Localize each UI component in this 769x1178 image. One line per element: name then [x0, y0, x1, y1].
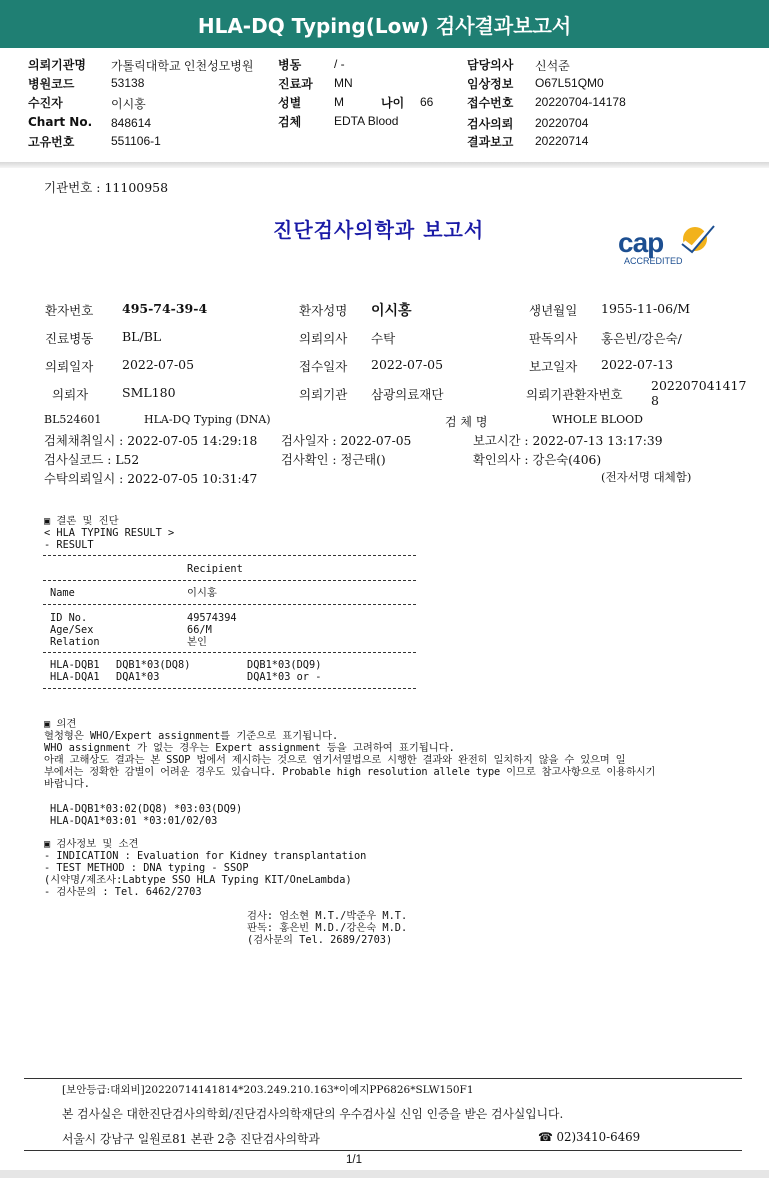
label-receipt: 접수번호: [467, 96, 514, 110]
divider: [43, 555, 416, 556]
value-result-date: 20220714: [535, 134, 589, 148]
sign-tester: 검사: 엄소현 M.T./박준우 M.T.: [247, 910, 408, 922]
opinion-line: 혈청형은 WHO/Expert assignment를 기준으로 표기됩니다.: [44, 730, 339, 742]
cap-accredited-logo: [612, 222, 722, 272]
label-patient-name: 환자성명: [299, 303, 348, 318]
footer-divider: [24, 1078, 742, 1079]
value-unique-no: 551106-1: [111, 134, 161, 148]
dqa1-allele-a: DQA1*03: [116, 671, 160, 683]
value-receipt: 20220704-14178: [535, 95, 626, 109]
age-value: 66/M: [187, 624, 212, 636]
dqa1-allele-b: DQA1*03 or -: [247, 671, 322, 683]
relation-label: Relation: [50, 636, 100, 648]
sign-contact: (검사문의 Tel. 2689/2703): [247, 934, 393, 946]
label-requester: 의뢰자: [52, 387, 89, 402]
info-contact: - 검사문의 : Tel. 6462/2703: [44, 886, 202, 898]
value-inst-patient-no: 202207041417: [651, 378, 747, 393]
value-hospital-code: 53138: [111, 76, 145, 90]
value-ward: / -: [334, 57, 345, 71]
divider: [43, 688, 416, 689]
page-bottom-edge: [0, 1170, 769, 1178]
value-chart: 848614: [111, 116, 152, 130]
recipient-header: Recipient: [187, 563, 243, 575]
label-result-date: 결과보고: [467, 135, 514, 149]
label-req-doctor: 의뢰의사: [299, 331, 348, 346]
opinion-line: 아래 고해상도 결과는 본 SSOP 법에서 제시하는 것으로 염기서열법으로 시행한 결과와 완전히 일치하지 않을 수 있으며 일: [44, 754, 626, 766]
value-ward2: BL/BL: [122, 329, 162, 344]
label-recv-date: 접수일자: [299, 359, 348, 374]
name-label: Name: [50, 587, 75, 599]
label-patient: 수진자: [28, 96, 63, 110]
value-specimen: EDTA Blood: [334, 114, 399, 128]
report-header: [0, 0, 769, 48]
opinion-heading: ▣ 의견: [44, 718, 77, 730]
collection-datetime: 검체채취일시 : 2022-07-05 14:29:18: [44, 434, 258, 448]
value-patient-name: 이시홍: [371, 303, 412, 319]
label-doctor: 담당의사: [467, 58, 514, 72]
label-inst-patient-no: 의뢰기관환자번호: [526, 387, 623, 402]
relation-value: 본인: [187, 636, 207, 648]
cap-wordmark: cap: [618, 227, 664, 258]
divider: [43, 604, 416, 605]
label-chart: Chart No.: [28, 115, 93, 129]
address: 서울시 강남구 일원로81 본관 2층 진단검사의학과: [62, 1132, 320, 1146]
label-specimen: 검체: [278, 115, 302, 129]
label-req-date: 의뢰일자: [45, 359, 94, 374]
label-dept: 진료과: [278, 77, 313, 91]
info-method: - TEST METHOD : DNA typing - SSOP: [44, 862, 249, 874]
value-reader: 홍은빈/강은숙/: [601, 331, 682, 346]
value-patient-no: 495-74-39-4: [122, 301, 208, 316]
result-sub2: - RESULT: [44, 539, 94, 551]
lab-code: 검사실코드 : L52: [44, 453, 140, 467]
report-time: 보고시간 : 2022-07-13 13:17:39: [473, 434, 663, 448]
id-label: ID No.: [50, 612, 88, 624]
value-req-inst: 삼광의료재단: [371, 387, 444, 402]
test-date: 검사일자 : 2022-07-05: [281, 434, 412, 448]
value-age: 66: [420, 95, 434, 109]
result-heading: ▣ 결론 및 진단: [44, 515, 119, 527]
divider: [43, 580, 416, 581]
age-label: Age/Sex: [50, 624, 94, 636]
certification-text: 본 검사실은 대한진단검사의학회/진단검사의학재단의 우수검사실 신임 인증을 받은 검사실입니다.: [62, 1107, 564, 1121]
security-line: [보안등급:대외비]20220714141814*203.249.210.163*이예지PP6826*SLW150F1: [62, 1084, 474, 1096]
id-value: 49574394: [187, 612, 237, 624]
test-name: HLA-DQ Typing (DNA): [144, 413, 271, 426]
label-age: 나이: [381, 96, 405, 110]
value-report-date: 2022-07-13: [601, 357, 674, 372]
label-request: 검사의뢰: [467, 117, 514, 131]
confirm-doctor: 확인의사 : 강은숙(406): [473, 453, 602, 467]
dqb1-allele-b: DQB1*03(DQ9): [247, 659, 322, 671]
cap-accredited-text: ACCREDITED: [624, 256, 683, 266]
divider: [43, 652, 416, 653]
value-req-doctor: 수탁: [371, 331, 396, 346]
value-sex: M: [334, 95, 344, 109]
dqb1-allele-a: DQB1*03(DQ8): [116, 659, 191, 671]
info-heading: ▣ 검사정보 및 소견: [44, 838, 139, 850]
institution-number: 기관번호 : 11100958: [44, 180, 169, 195]
label-birth: 생년월일: [529, 303, 578, 318]
page-number: 1/1: [346, 1154, 362, 1166]
label-ward: 병동: [278, 58, 302, 72]
label-clinical: 임상정보: [467, 77, 514, 91]
label-hospital-code: 병원코드: [28, 77, 75, 91]
consign-datetime: 수탁의뢰일시 : 2022-07-05 10:31:47: [44, 472, 258, 486]
test-confirm: 검사확인 : 정근태(): [281, 453, 386, 467]
label-sex: 성별: [278, 96, 302, 110]
label-ward2: 진료병동: [45, 331, 94, 346]
specimen-value: WHOLE BLOOD: [552, 413, 643, 426]
opinion-line: WHO assignment 가 없는 경우는 Expert assignment 등을 고려하여 표기됩니다.: [44, 742, 455, 754]
value-birth: 1955-11-06/M: [601, 301, 691, 316]
label-report-date: 보고일자: [529, 359, 578, 374]
value-dept: MN: [334, 76, 353, 90]
value-clinical: O67L51QM0: [535, 76, 604, 90]
name-value: 이시홍: [187, 587, 217, 599]
dqa1-label: HLA-DQA1: [50, 671, 100, 683]
value-req-date: 2022-07-05: [122, 357, 195, 372]
info-reagent: (시약명/제조사:Labtype SSO HLA Typing KIT/OneLambda): [44, 874, 352, 886]
footer-divider: [24, 1150, 742, 1151]
test-code: BL524601: [44, 413, 102, 426]
e-signature-note: (전자서명 대체함): [601, 470, 692, 484]
value-requester: SML180: [122, 385, 176, 400]
value-inst-patient-no-cont: 8: [651, 393, 659, 408]
specimen-label: 검 체 명: [445, 415, 488, 429]
sign-reader: 판독: 홍은빈 M.D./강은숙 M.D.: [247, 922, 408, 934]
hires-dqb1: HLA-DQB1*03:02(DQ8) *03:03(DQ9): [50, 803, 243, 815]
opinion-line: 바랍니다.: [44, 778, 90, 790]
doc-title: 진단검사의학과 보고서: [273, 218, 485, 242]
hires-dqa1: HLA-DQA1*03:01 *03:01/02/03: [50, 815, 218, 827]
label-hospital: 의뢰기관명: [28, 58, 86, 72]
value-request: 20220704: [535, 116, 589, 130]
value-patient: 이시홍: [111, 97, 146, 111]
result-sub1: < HLA TYPING RESULT >: [44, 527, 175, 539]
label-unique-no: 고유번호: [28, 135, 75, 149]
value-recv-date: 2022-07-05: [371, 357, 444, 372]
phone-number: ☎ 02)3410-6469: [538, 1130, 641, 1144]
label-reader: 판독의사: [529, 331, 578, 346]
value-hospital: 가톨릭대학교 인천성모병원: [111, 59, 254, 73]
info-indication: - INDICATION : Evaluation for Kidney transplantation: [44, 850, 367, 862]
report-title: HLA-DQ Typing(Low) 검사결과보고서: [197, 13, 572, 38]
value-doctor: 신석준: [535, 59, 570, 73]
opinion-line: 부에서는 정확한 감별이 어려운 경우도 있습니다. Probable high resolution allele type 이므로 참고사항으로 이용하시기: [44, 766, 656, 778]
dqb1-label: HLA-DQB1: [50, 659, 100, 671]
label-req-inst: 의뢰기관: [299, 387, 348, 402]
label-patient-no: 환자번호: [45, 303, 94, 318]
